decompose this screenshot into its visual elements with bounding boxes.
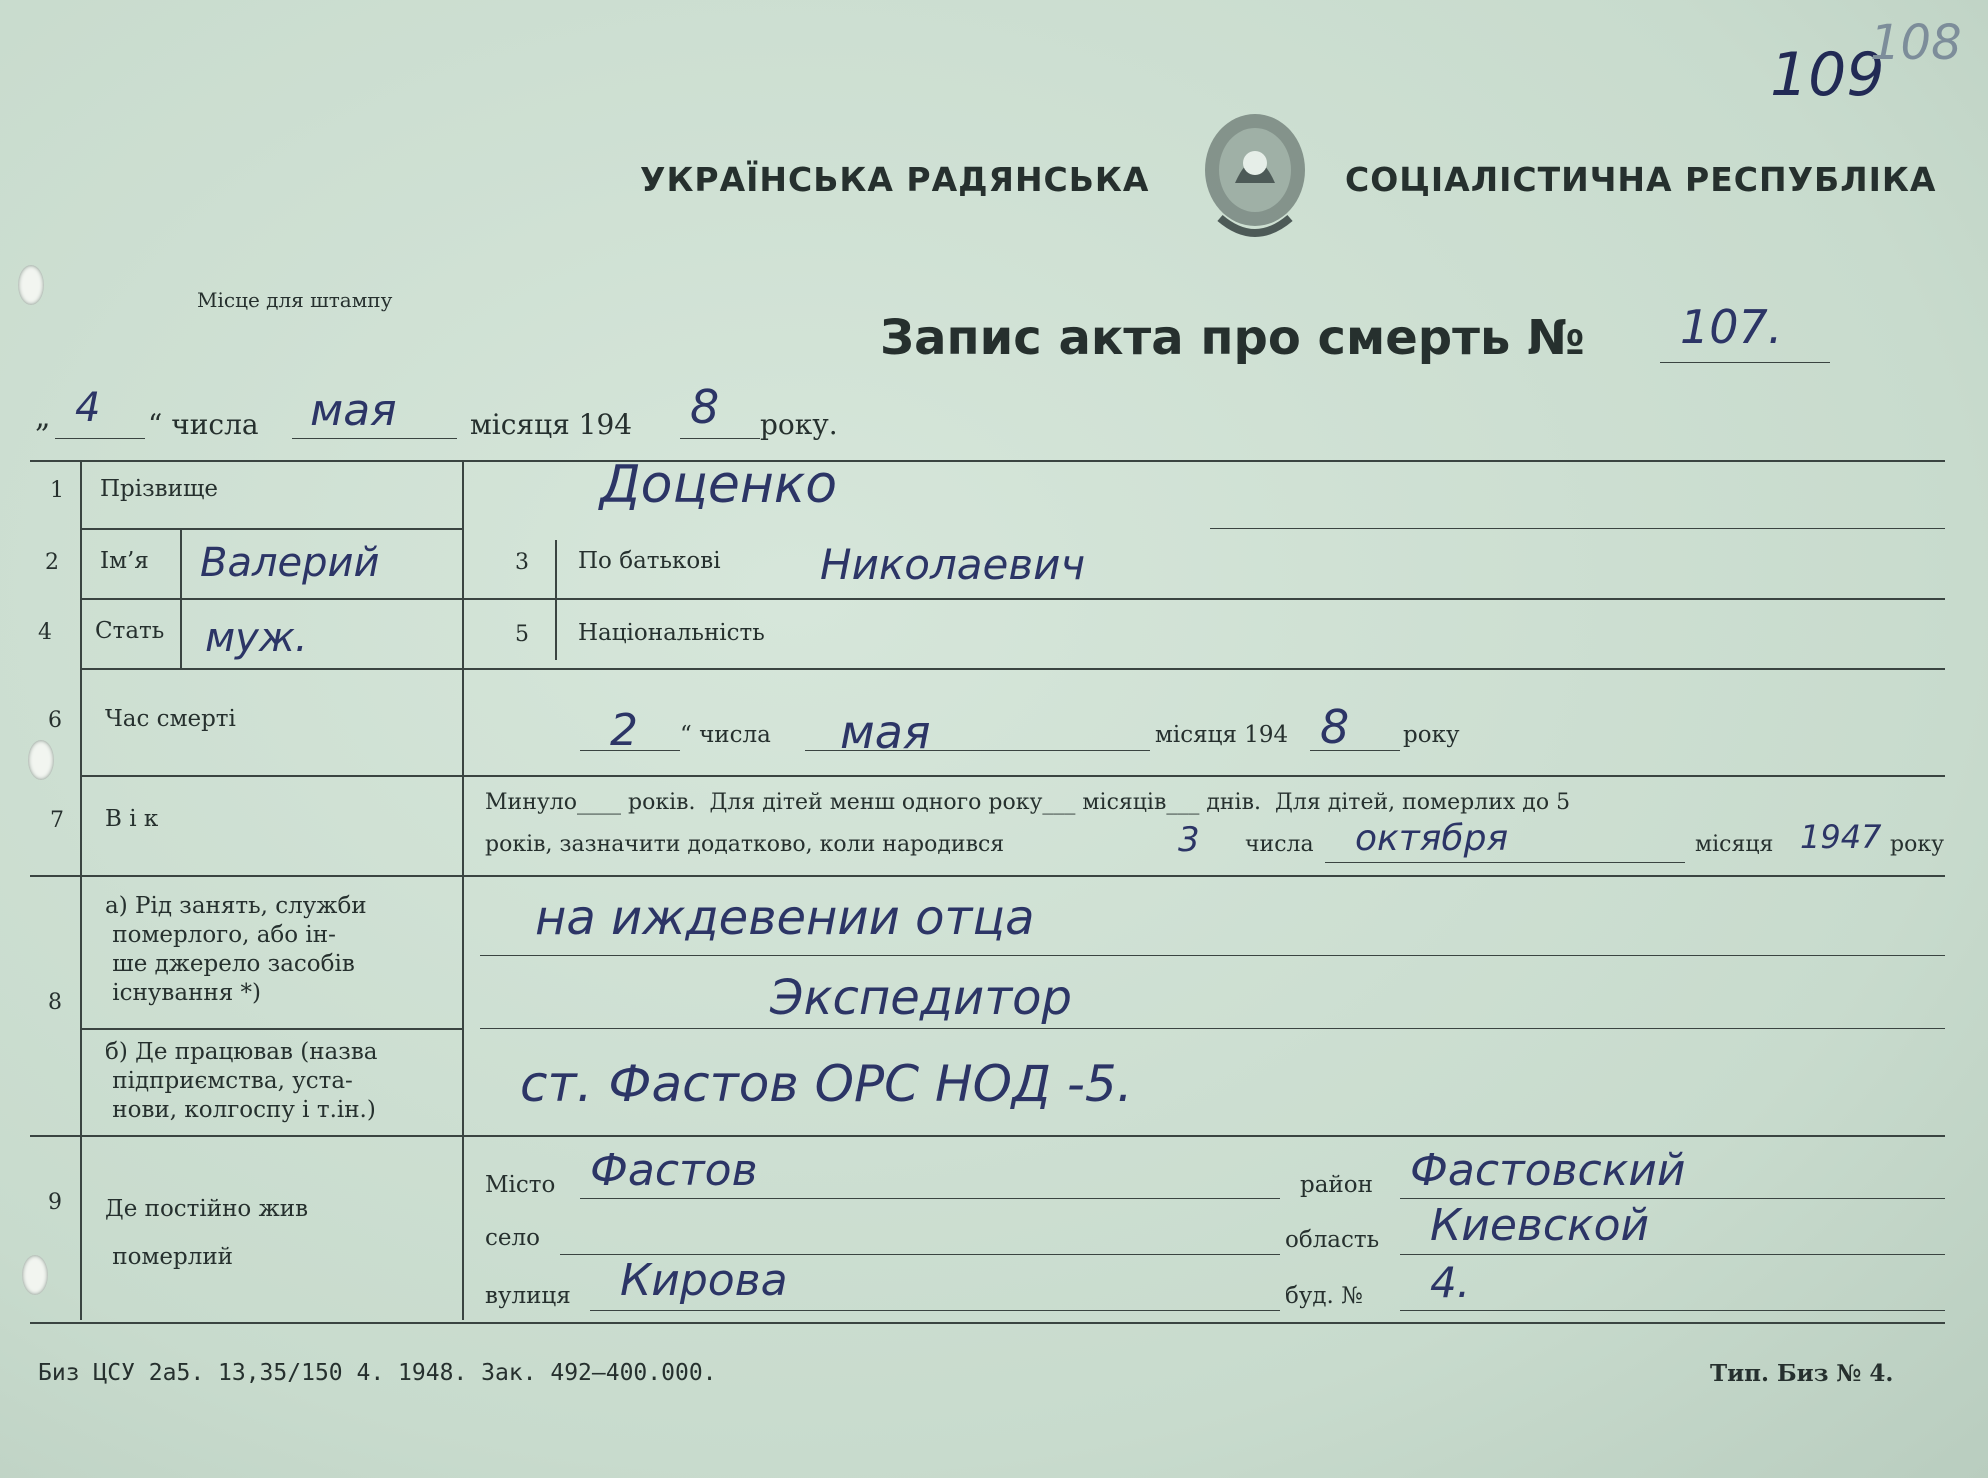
birth-month-label: місяця (1695, 832, 1774, 857)
registration-day: 4 (75, 385, 101, 431)
patronymic-label: По батькові (578, 548, 721, 574)
birth-month: октября (1355, 818, 1509, 859)
header-right: СОЦІАЛІСТИЧНА РЕСПУБЛІКА (1345, 160, 1937, 199)
record-number: 107. (1680, 300, 1783, 354)
death-time-label: Час смерті (105, 706, 236, 732)
birth-day-label: числа (1245, 832, 1314, 857)
birth-year-label: року (1890, 832, 1945, 857)
occupation-value-a2: Экспедитор (770, 970, 1072, 1026)
date-line (35, 400, 51, 435)
residence-label: Де постійно жив померлий (105, 1196, 309, 1270)
city-value: Фастов (590, 1145, 758, 1196)
occupation-value-a1: на иждевении отца (535, 890, 1035, 946)
patronymic-value: Николаевич (820, 540, 1086, 589)
surname-label: Прізвище (100, 476, 218, 502)
name-value: Валерий (200, 540, 380, 586)
occupation-label-a: а) Рід занять, служби померлого, або ін- ше джерело засобів існування *) (105, 893, 367, 1006)
surname-value: Доценко (600, 455, 838, 515)
year-label: року. (760, 408, 838, 441)
row-number: 2 (45, 550, 59, 575)
footer-left: Биз ЦСУ 2а5. 13,35/150 4. 1948. Зак. 492—400.000. (38, 1360, 717, 1386)
occupation-label-b: б) Де працював (назва підприємства, уста- нови, колгоспу і т.ін.) (105, 1039, 378, 1123)
name-label: Ім’я (100, 548, 149, 574)
punch-hole (28, 740, 54, 780)
sex-label: Стать (95, 618, 165, 644)
age-line2: років, зазначити додатково, коли народився (485, 832, 1005, 857)
age-line1: Минуло____ років. Для дітей менш одного року___ місяців___ днів. Для дітей, померлих до 5 (485, 790, 1571, 815)
death-month: мая (840, 705, 931, 759)
row-number: 4 (38, 620, 52, 645)
death-month-label: місяця 194 (1155, 722, 1289, 748)
registration-month: мая (310, 385, 397, 436)
street-label: вулиця (485, 1283, 571, 1309)
quote-open: „ (35, 400, 51, 435)
house-label: буд. № (1285, 1283, 1363, 1309)
row-number: 5 (515, 622, 529, 647)
death-day-label: “ числа (680, 722, 771, 748)
row-number: 6 (48, 708, 62, 733)
birth-year: 1947 (1800, 818, 1882, 856)
month-label: місяця 194 (470, 408, 633, 441)
birth-day: 3 (1178, 820, 1200, 860)
death-day: 2 (610, 705, 638, 756)
nationality-label: Національність (578, 620, 765, 646)
day-label: “ числа (148, 408, 259, 441)
coat-of-arms-emblem (1195, 108, 1315, 252)
punch-hole (18, 265, 44, 305)
header-left: УКРАЇНСЬКА РАДЯНСЬКА (640, 160, 1150, 199)
death-year-label: року (1403, 722, 1460, 748)
occupation-value-b: ст. Фастов ОРС НОД -5. (520, 1055, 1133, 1113)
page-number: 109 (1770, 40, 1885, 110)
city-label: Місто (485, 1172, 556, 1198)
sex-value: муж. (205, 615, 308, 661)
stamp-place-label: Місце для штампу (197, 288, 393, 312)
punch-hole (22, 1255, 48, 1295)
row-number: 9 (48, 1190, 62, 1215)
district-value: Фастовский (1410, 1145, 1686, 1196)
page-number-old: 108 (1870, 15, 1962, 71)
region-value: Киевской (1430, 1200, 1650, 1251)
region-label: область (1285, 1227, 1380, 1253)
house-value: 4. (1430, 1258, 1471, 1307)
footer-right: Тип. Биз № 4. (1710, 1360, 1894, 1387)
row-number: 1 (50, 478, 64, 503)
row-number: 3 (515, 550, 529, 575)
death-year-digit: 8 (1320, 700, 1350, 754)
district-label: район (1300, 1172, 1373, 1198)
registration-year-digit: 8 (690, 380, 720, 434)
village-label: село (485, 1225, 540, 1251)
page-title: Запис акта про смерть № (880, 310, 1585, 366)
row-number: 8 (48, 990, 62, 1015)
street-value: Кирова (620, 1255, 788, 1306)
age-label: В і к (105, 806, 159, 832)
row-number: 7 (50, 808, 64, 833)
